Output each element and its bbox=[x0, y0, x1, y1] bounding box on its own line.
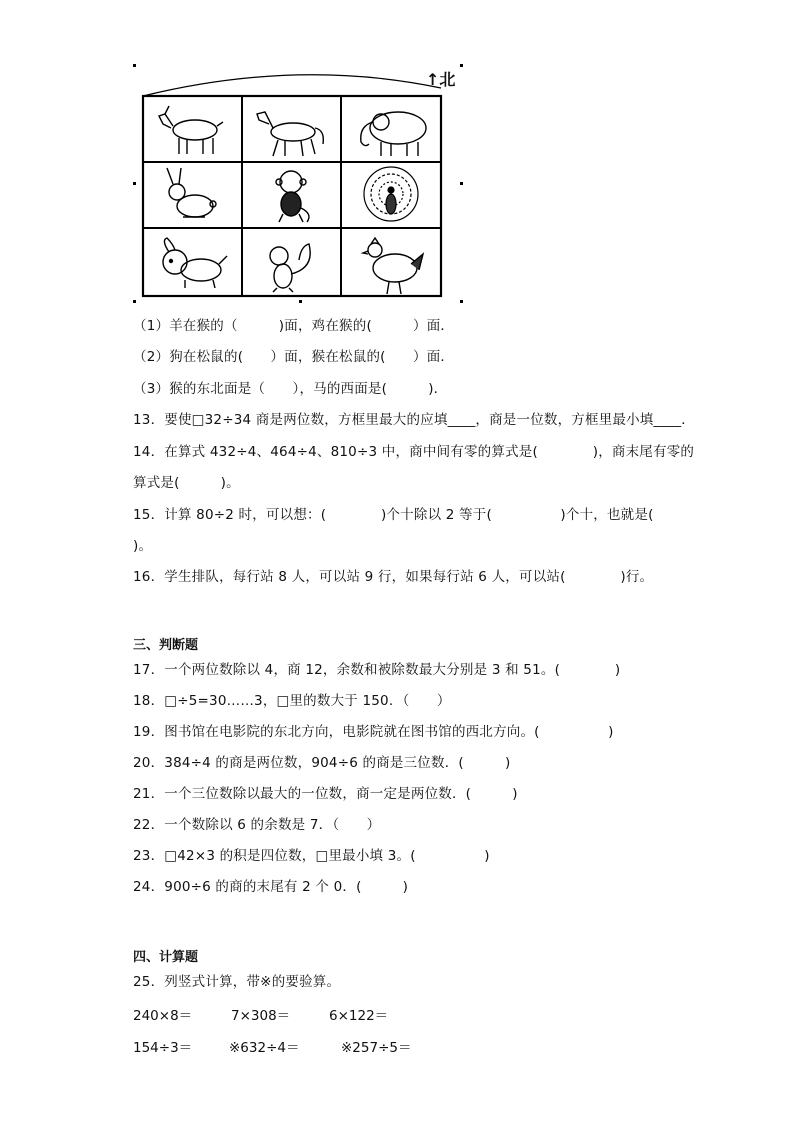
question-15-line-1: 15．计算 80÷2 时，可以想：( )个十除以 2 等于( )个十，也就是( bbox=[133, 507, 654, 523]
squirrel-icon bbox=[270, 244, 310, 292]
question-16: 16．学生排队，每行站 8 人，可以站 9 行，如果每行站 6 人，可以站( )行。 bbox=[133, 569, 654, 585]
north-compass-label: ↑北 bbox=[426, 70, 456, 89]
animal-grid-svg bbox=[133, 64, 463, 306]
calc-item: 154÷3＝ bbox=[133, 1040, 193, 1056]
question-23: 23．□42×3 的积是四位数，□里最小填 3。( ) bbox=[133, 848, 490, 864]
question-21: 21．一个三位数除以最大的一位数，商一定是两位数．( ) bbox=[133, 786, 518, 802]
question-18: 18．□÷5=30……3，□里的数大于 150．（ ） bbox=[133, 693, 451, 709]
dog-icon bbox=[163, 238, 227, 288]
q12-part-2: （2）狗在松鼠的( ）面，猴在松鼠的( ）面． bbox=[133, 349, 455, 365]
monkey-icon bbox=[276, 171, 309, 222]
section-3-title: 三、判断题 bbox=[133, 638, 199, 653]
question-13: 13．要使□32÷34 商是两位数，方框里最大的应填____，商是一位数，方框里最小填____． bbox=[133, 412, 695, 428]
question-17: 17．一个两位数除以 4，商 12，余数和被除数最大分别是 3 和 51。( ) bbox=[133, 662, 621, 678]
question-25: 25．列竖式计算，带※的要验算。 bbox=[133, 974, 341, 990]
q12-part-3: （3）猴的东北面是（ ），马的西面是( )． bbox=[133, 381, 448, 397]
question-20: 20．384÷4 的商是两位数，904÷6 的商是三位数．( ) bbox=[133, 755, 511, 771]
chicken-icon bbox=[363, 238, 423, 294]
question-19: 19．图书馆在电影院的东北方向，电影院就在图书馆的西北方向。( ) bbox=[133, 724, 614, 740]
goat-icon bbox=[159, 106, 223, 154]
question-24: 24．900÷6 的商的末尾有 2 个 0．( ) bbox=[133, 879, 409, 895]
elephant-icon bbox=[361, 112, 426, 156]
question-15-line-2: )。 bbox=[133, 538, 153, 554]
q12-part-1: （1）羊在猴的（ )面，鸡在猴的( ）面． bbox=[133, 318, 455, 334]
calc-item: ※257÷5＝ bbox=[341, 1040, 412, 1056]
question-14-line-1: 14．在算式 432÷4、464÷4、810÷3 中，商中间有零的算式是( )，商末尾有零的 bbox=[133, 444, 695, 460]
calc-item: ※632÷4＝ bbox=[229, 1040, 300, 1056]
calc-item: 6×122＝ bbox=[329, 1008, 389, 1024]
rabbit-icon bbox=[167, 168, 216, 217]
animal-grid-figure bbox=[133, 64, 463, 306]
section-4-title: 四、计算题 bbox=[133, 950, 199, 965]
question-22: 22．一个数除以 6 的余数是 7．（ ） bbox=[133, 817, 381, 833]
horse-icon bbox=[257, 112, 323, 156]
question-14-line-2: 算式是( )。 bbox=[133, 475, 240, 491]
peacock-icon bbox=[364, 167, 418, 221]
calc-item: 7×308＝ bbox=[231, 1008, 291, 1024]
calc-item: 240×8＝ bbox=[133, 1008, 193, 1024]
